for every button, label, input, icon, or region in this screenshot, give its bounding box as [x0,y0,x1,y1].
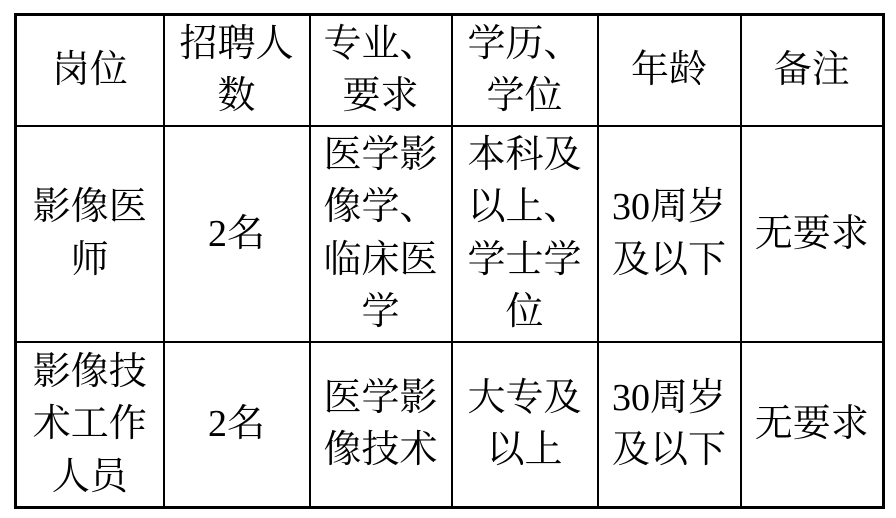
header-education: 学历、学位 [452,15,598,126]
cell-age: 30周岁及以下 [598,126,741,342]
header-row [16,15,884,126]
cell-major: 医学影像技术 [310,342,452,508]
cell-education: 大专及以上 [452,342,598,508]
header-remarks: 备注 [741,15,884,126]
header-age: 年龄 [598,15,741,126]
cell-remarks: 无要求 [741,126,884,342]
header-position: 岗位 [16,15,164,126]
cell-age: 30周岁及以下 [598,342,741,508]
cell-headcount: 2名 [164,342,310,508]
header-headcount: 招聘人数 [164,15,310,126]
cell-remarks: 无要求 [741,342,884,508]
recruitment-table [14,13,885,509]
cell-major: 医学影像学、临床医学 [310,126,452,342]
cell-position: 影像医师 [16,126,164,342]
header-major: 专业、要求 [310,15,452,126]
table-row [16,126,884,342]
cell-position: 影像技术工作人员 [16,342,164,508]
cell-headcount: 2名 [164,126,310,342]
cell-education: 本科及以上、学士学位 [452,126,598,342]
table-row [16,342,884,508]
